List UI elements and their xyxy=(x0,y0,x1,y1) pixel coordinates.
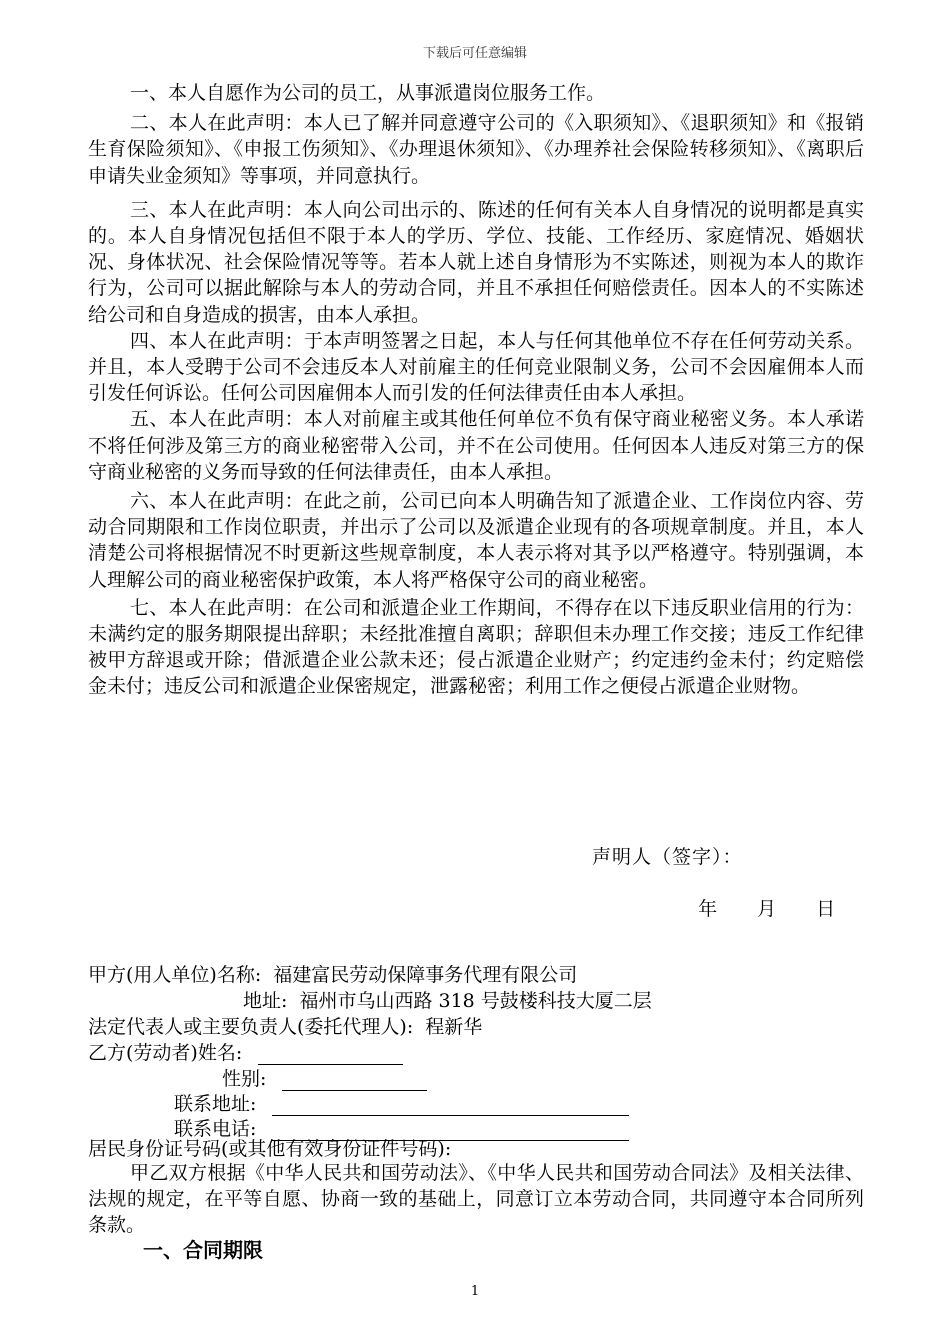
party-b-name-field[interactable] xyxy=(258,1044,403,1065)
gender-label: 性别: xyxy=(222,1068,267,1090)
signature-date xyxy=(686,872,835,921)
contact-address-row xyxy=(174,1089,629,1116)
header-note: 下载后可任意编辑 xyxy=(422,46,527,61)
address-row xyxy=(243,986,652,1013)
date-day: 日 xyxy=(816,898,836,920)
declaration-paragraph-6: 六、本人在此声明：在此之前，公司已向本人明确告知了派遣企业、工作岗位内容、劳动合同期限和工作岗位职责，并出示了公司以及派遣企业现有的各项规章制度。并且，本人清楚公司将根据情况不时更新这些规章制度，本人表示将对其予以严格遵守。特别强调，本人理解公司的商业秘密保护政策，本人将严格保守公司的商业秘密。 xyxy=(88,490,864,591)
gender-row xyxy=(222,1064,427,1091)
declaration-paragraph-3: 三、本人在此声明：本人向公司出示的、陈述的任何有关本人自身情况的说明都是真实的。本人自身情况包括但不限于本人的学历、学位、技能、工作经历、家庭情况、婚姻状况、身体状况、社会保险情况等等。若本人就上述自身情形为不实陈述，则视为本人的欺诈行为，公司可以据此解除与本人的劳动合同，并且不承担任何赔偿责任。因本人的不实陈述给公司和自身造成的损害，由本人承担。 xyxy=(88,198,864,326)
section-title: 一、合同期限 xyxy=(143,1238,263,1262)
party-b-name-row xyxy=(88,1038,403,1065)
declaration-paragraph-5: 五、本人在此声明：本人对前雇主或其他任何单位不负有保守商业秘密义务。本人承诺不将任何涉及第三方的商业秘密带入公司，并不在公司使用。任何因本人违反对第三方的保守商业秘密的义务而导致的任何法律责任，由本人承担。 xyxy=(88,408,864,483)
gender-field[interactable] xyxy=(282,1070,427,1091)
party-a-name: 福建富民劳动保障事务代理有限公司 xyxy=(273,964,578,986)
address-value: 福州市乌山西路 318 号鼓楼科技大厦二层 xyxy=(299,990,652,1012)
agreement-block xyxy=(88,1160,864,1238)
declaration-paragraph-2: 二、本人在此声明：本人已了解并同意遵守公司的《入职须知》、《退职须知》和《报销生育保险须知》、《申报工伤须知》、《办理退休须知》、《办理养社会保险转移须知》、《离职后申请失业金须知》等事项，并同意执行。 xyxy=(88,112,864,187)
declaration-paragraph-4: 四、本人在此声明：于本声明签署之日起，本人与任何其他单位不存在任何劳动关系。并且，本人受聘于公司不会违反本人对前雇主的任何竞业限制义务，公司不会因雇佣本人而引发任何诉讼。任何公司因雇佣本人而引发的任何法律责任由本人承担。 xyxy=(88,329,864,405)
party-a-label: 甲方(用人单位)名称: xyxy=(88,964,262,986)
id-row xyxy=(88,1134,451,1161)
legal-rep-name: 程新华 xyxy=(425,1016,483,1038)
party-b-name-label: 乙方(劳动者)姓名: xyxy=(88,1042,243,1064)
declaration-paragraph-1: 一、本人自愿作为公司的员工，从事派遣岗位服务工作。 xyxy=(130,82,606,104)
party-a-row xyxy=(88,960,577,987)
date-month: 月 xyxy=(757,898,777,920)
signature-label: 声明人（签字）： xyxy=(592,846,743,868)
agreement-text: 甲乙双方根据《中华人民共和国劳动法》、《中华人民共和国劳动合同法》及相关法律、法规的规定，在平等自愿、协商一致的基础上，同意订立本劳动合同，共同遵守本合同所列条款。 xyxy=(88,1162,864,1236)
legal-rep-label: 法定代表人或主要负责人(委托代理人): xyxy=(88,1016,414,1038)
id-label: 居民身份证号码(或其他有效身份证件号码): xyxy=(88,1138,452,1160)
address-label: 地址: xyxy=(243,990,288,1012)
contact-address-field[interactable] xyxy=(272,1095,629,1116)
contact-phone-label: 联系电话: xyxy=(174,1118,257,1140)
declaration-body xyxy=(88,80,864,700)
page-number: 1 xyxy=(470,1284,480,1299)
legal-rep-row xyxy=(88,1012,482,1039)
declaration-paragraph-7: 七、本人在此声明：在公司和派遣企业工作期间，不得存在以下违反职业信用的行为：未满约定的服务期限提出辞职；未经批准擅自离职；辞职但未办理工作交接；违反工作纪律被甲方辞退或开除；借派遣企业公款未还；侵占派遣企业财产；约定违约金未付；约定赔偿金未付；违反公司和派遣企业保密规定，泄露秘密；利用工作之便侵占派遣企业财物。 xyxy=(88,596,864,698)
contact-address-label: 联系地址: xyxy=(174,1093,257,1115)
date-year: 年 xyxy=(698,898,718,920)
